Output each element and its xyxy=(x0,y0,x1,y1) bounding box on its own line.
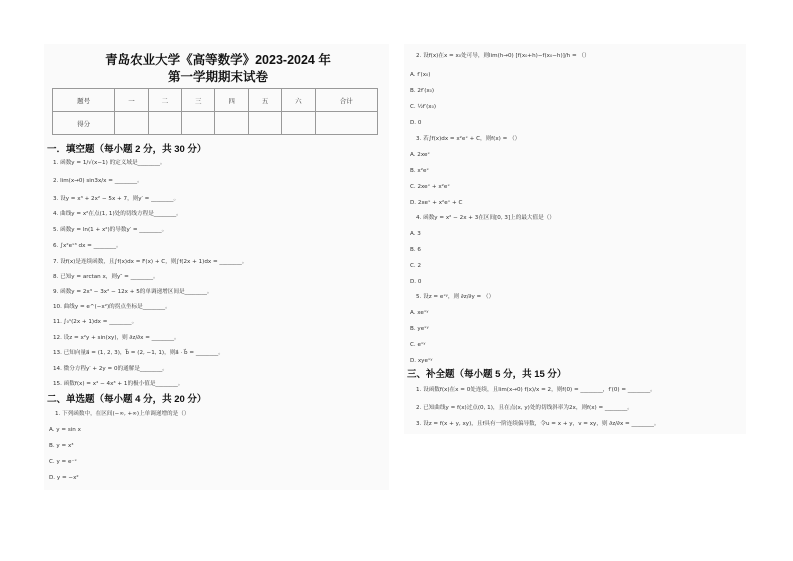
choice-option: B. yeˣʸ xyxy=(410,326,429,332)
table-cell: 五 xyxy=(248,89,281,112)
fill-question: 8. 已知y = arctan x，则y″ = ________。 xyxy=(53,274,159,280)
choice-option: D. 0 xyxy=(410,120,422,126)
choice-option: B. 6 xyxy=(410,247,421,253)
completion-question: 1. 设函数f(x)在x = 0处连续，且lim(x→0) f(x)/x = 2，则f(0) = ________，f′(0) = ________。 xyxy=(416,387,656,393)
table-cell xyxy=(282,112,315,135)
choice-question: 2. 设f(x)在x = x₀处可导，则lim(h→0) [f(x₀+h)−f(x₀−h)]/h = （） xyxy=(416,53,590,59)
fill-question: 13. 已知向量a⃗ = (1, 2, 3)，b⃗ = (2, −1, 1)，则a⃗ · b⃗ = ________。 xyxy=(53,350,224,356)
choice-question: 1. 下列函数中，在区间(−∞, +∞)上单调递增的是（） xyxy=(55,411,190,417)
fill-question: 2. lim(x→0) sin3x/x = ________。 xyxy=(53,178,143,184)
fill-question: 12. 设z = x²y + sin(xy)，则 ∂z/∂x = ________。 xyxy=(53,335,180,341)
choice-option: C. y = e⁻ˣ xyxy=(49,459,77,465)
score-table-header-row xyxy=(53,89,378,112)
table-cell xyxy=(148,112,181,135)
fill-question: 5. 函数y = ln(1 + x²)的导数y′ = ________。 xyxy=(53,227,168,233)
fill-question: 4. 曲线y = x²在点(1, 1)处的切线方程是________。 xyxy=(53,211,182,217)
choice-option: A. 2xeˣ xyxy=(410,152,430,158)
choice-option: C. ½f′(x₀) xyxy=(410,104,437,110)
table-cell: 合计 xyxy=(315,89,377,112)
fill-question: 10. 曲线y = e^(−x²)的拐点坐标是________。 xyxy=(53,304,171,310)
choice-question: 3. 若∫f(x)dx = x²eˣ + C，则f(x) = （） xyxy=(416,136,521,142)
choice-option: C. 2xeˣ + x²eˣ xyxy=(410,184,450,190)
choice-option: A. 3 xyxy=(410,231,421,237)
choice-option: D. xyeˣʸ xyxy=(410,358,433,364)
table-cell xyxy=(248,112,281,135)
table-cell: 六 xyxy=(282,89,315,112)
table-cell xyxy=(215,112,248,135)
fill-question: 1. 函数y = 1/√(x−1) 的定义域是________。 xyxy=(53,160,166,166)
score-table xyxy=(52,88,378,135)
table-cell: 题号 xyxy=(53,89,115,112)
completion-question: 2. 已知曲线y = f(x)过点(0, 1)，且在点(x, y)处的切线斜率为2x，则f(x) = ________。 xyxy=(416,405,633,411)
table-cell: 一 xyxy=(115,89,148,112)
choice-option: C. eˣʸ xyxy=(410,342,426,348)
choice-option: B. y = x³ xyxy=(49,443,74,449)
fill-question: 7. 设f(x)是连续函数，且∫f(x)dx = F(x) + C，则∫f(2x + 1)dx = ________。 xyxy=(53,259,248,265)
choice-option: A. y = sin x xyxy=(49,427,81,433)
choice-option: A. xeˣʸ xyxy=(410,310,429,316)
exam-title-line2: 第一学期期末试卷 xyxy=(167,70,268,84)
table-cell xyxy=(315,112,377,135)
table-cell: 得分 xyxy=(53,112,115,135)
table-cell: 四 xyxy=(215,89,248,112)
table-cell: 三 xyxy=(182,89,215,112)
section2-heading: 二、单选题（每小题 4 分，共 20 分） xyxy=(47,394,207,405)
fill-question: 14. 微分方程y′ + 2y = 0的通解是________。 xyxy=(53,366,168,372)
choice-question: 5. 设z = eˣʸ，则 ∂z/∂y = （） xyxy=(416,294,495,300)
choice-option: D. 0 xyxy=(410,279,422,285)
table-cell xyxy=(182,112,215,135)
score-table-score-row xyxy=(53,112,378,135)
choice-option: B. 2f′(x₀) xyxy=(410,88,435,94)
section1-heading: 一．填空题（每小题 2 分，共 30 分） xyxy=(47,144,207,155)
choice-option: D. y = −x² xyxy=(49,475,79,481)
table-cell xyxy=(115,112,148,135)
section3-heading: 三、补全题（每小题 5 分，共 15 分） xyxy=(407,369,567,380)
table-cell: 二 xyxy=(148,89,181,112)
choice-option: C. 2 xyxy=(410,263,422,269)
fill-question: 9. 函数y = 2x³ − 3x² − 12x + 5的单调递增区间是________。 xyxy=(53,289,213,295)
fill-question: 6. ∫x²eˣ³ dx = ________。 xyxy=(53,243,122,249)
fill-question: 15. 函数f(x) = x⁴ − 4x³ + 1的极小值是________。 xyxy=(53,381,184,387)
choice-question: 4. 函数y = x² − 2x + 3在区间[0, 3]上的最大值是（） xyxy=(416,215,555,221)
choice-option: D. 2xeˣ + x²eˣ + C xyxy=(410,200,463,206)
exam-title-line1: 青岛农业大学《高等数学》2023-2024 年 xyxy=(105,53,331,67)
choice-option: B. x²eˣ xyxy=(410,168,429,174)
fill-question: 11. ∫₀¹(2x + 1)dx = ________。 xyxy=(53,319,138,325)
fill-question: 3. 设y = x³ + 2x² − 5x + 7，则y′ = ________。 xyxy=(53,196,180,202)
completion-question: 3. 设z = f(x + y, xy)，且f具有一阶连续偏导数，令u = x + y，v = xy，则 ∂z/∂x = ________。 xyxy=(416,421,660,427)
choice-option: A. f′(x₀) xyxy=(410,72,431,78)
